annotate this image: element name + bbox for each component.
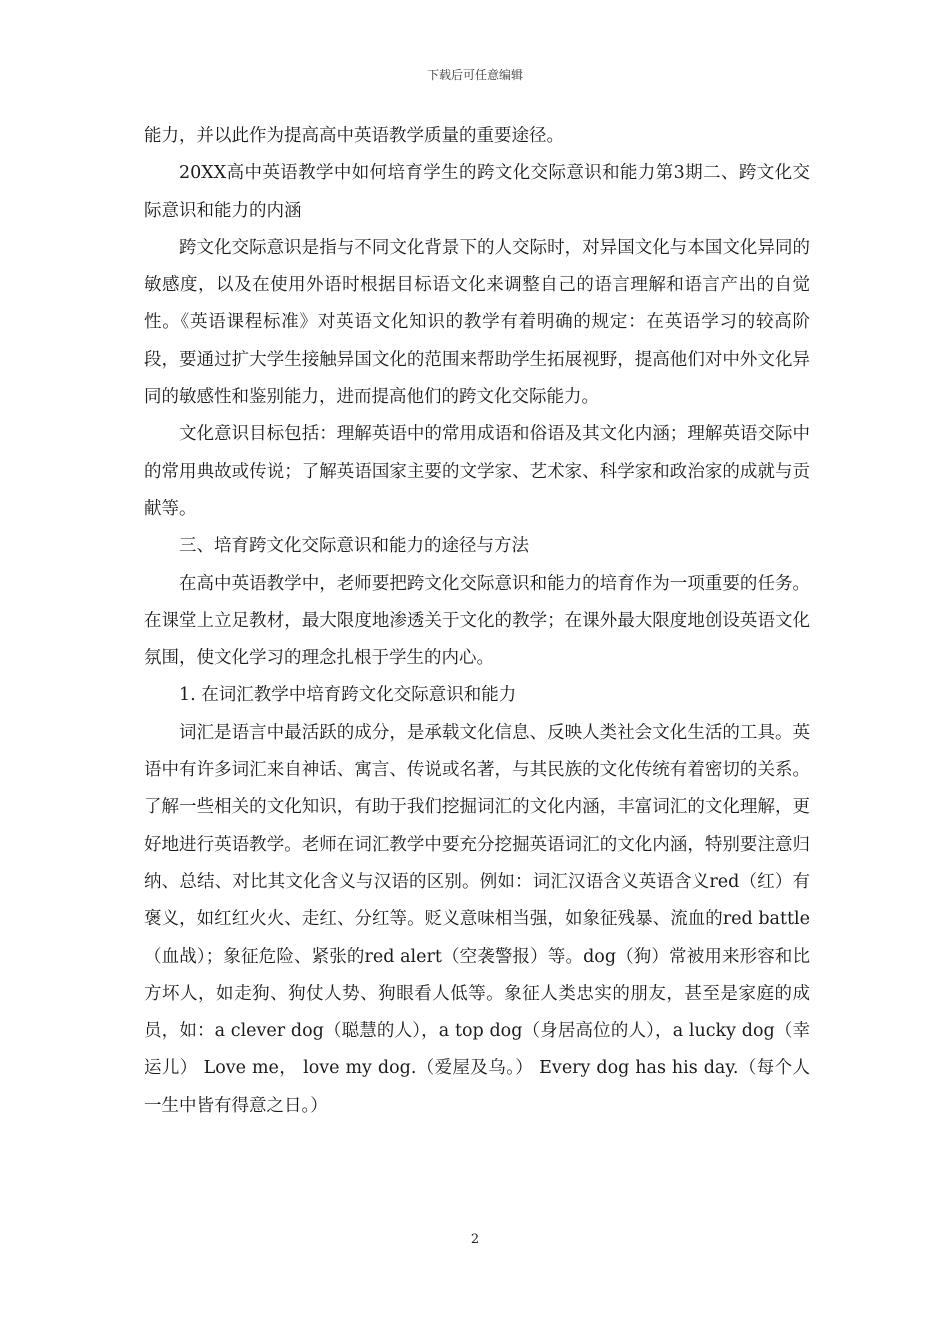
page-header: 下载后可任意编辑 bbox=[426, 68, 523, 82]
document-body bbox=[144, 118, 810, 1125]
subsection-heading: 1. 在词汇教学中培育跨文化交际意识和能力 bbox=[179, 685, 517, 706]
paragraph: 能力，并以此作为提高高中英语教学质量的重要途径。 bbox=[144, 126, 564, 146]
paragraph: 文化意识目标包括：理解英语中的常用成语和俗语及其文化内涵；理解英语交际中的常用典故或传说；了解英语国家主要的文学家、艺术家、科学家和政治家的成就与贡献等。 bbox=[144, 424, 810, 519]
paragraph: 词汇是语言中最活跃的成分，是承载文化信息、反映人类社会文化生活的工具。英语中有许多词汇来自神话、寓言、传说或名著，与其民族的文化传统有着密切的关系。了解一些相关的文化知识，有助于我们挖掘词汇的文化内涵，丰富词汇的文化理解，更好地进行英语教学。老师在词汇教学中要充分挖掘英语词汇的文化内涵，特别要注意归纳、总结、对比其文化含义与汉语的区别。例如：词汇汉语含义英语含义red（红）有褒义，如红红火火、走红、分红等。贬义意味相当强，如象征残暴、流血的red battle（血战）；象征危险、紧张的red alert（空袭警报）等。dog（狗）常被用来形容和比方坏人，如走狗、狗仗人势、狗眼看人低等。象征人类忠实的朋友，甚至是家庭的成员，如：a clever dog（聪慧的人），a top dog（身居高位的人），a lucky dog（幸运儿） Love me， love my dog.（爱屋及乌。） Every dog has his day.（每个人一生中皆有得意之日。） bbox=[144, 722, 810, 1116]
section-heading: 三、培育跨文化交际意识和能力的途径与方法 bbox=[179, 536, 529, 557]
paragraph: 在高中英语教学中，老师要把跨文化交际意识和能力的培育作为一项重要的任务。在课堂上立足教材，最大限度地渗透关于文化的教学；在课外最大限度地创设英语文化氛围，使文化学习的理念扎根于学生的内心。 bbox=[144, 573, 810, 669]
page-number: 2 bbox=[470, 1232, 480, 1247]
paragraph: 20XX高中英语教学中如何培育学生的跨文化交际意识和能力第3期二、跨文化交际意识和能力的内涵 bbox=[144, 163, 810, 221]
paragraph: 跨文化交际意识是指与不同文化背景下的人交际时，对异国文化与本国文化异同的敏感度，以及在使用外语时根据目标语文化来调整自己的语言理解和语言产出的自觉性。《英语课程标准》对英语文化知识的教学有着明确的规定：在英语学习的较高阶段，要通过扩大学生接触异国文化的范围来帮助学生拓展视野，提高他们对中外文化异同的敏感性和鉴别能力，进而提高他们的跨文化交际能力。 bbox=[144, 237, 810, 408]
